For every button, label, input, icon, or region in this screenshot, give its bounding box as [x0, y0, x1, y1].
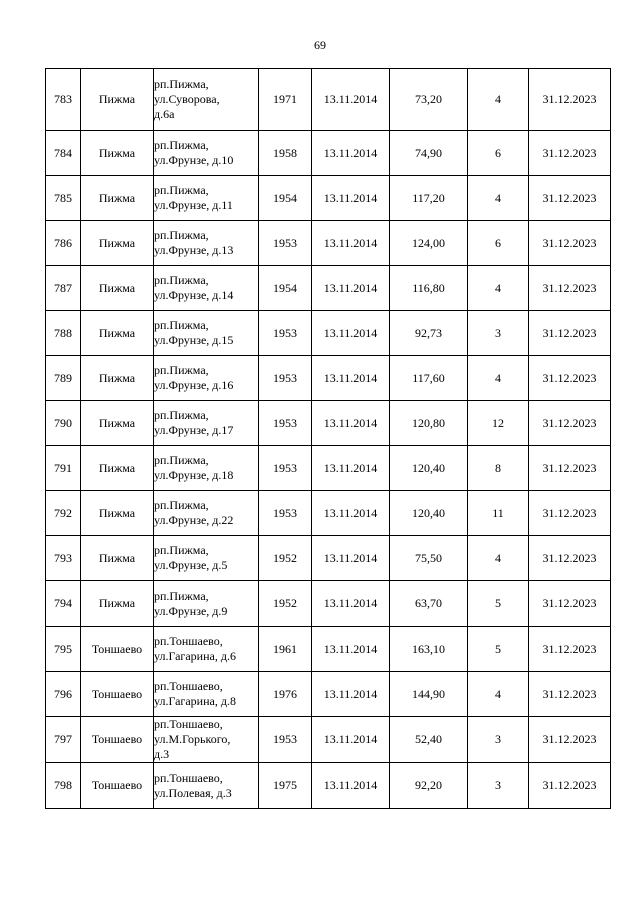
deadline-date-cell: 31.12.2023 — [529, 131, 611, 176]
address-line: рп.Пижма, — [154, 453, 209, 467]
residents-count-cell: 4 — [468, 356, 529, 401]
table-row — [46, 491, 611, 536]
address-line: рп.Тоншаево, — [154, 679, 223, 693]
year-built-cell: 1954 — [259, 176, 312, 221]
table-row — [46, 356, 611, 401]
registration-date-cell: 13.11.2014 — [312, 536, 390, 581]
address-line: рп.Пижма, — [154, 543, 209, 557]
registration-date-cell: 13.11.2014 — [312, 717, 390, 763]
year-built-cell: 1953 — [259, 356, 312, 401]
locality-cell: Пижма — [81, 221, 154, 266]
locality-cell: Пижма — [81, 491, 154, 536]
table-row — [46, 627, 611, 672]
year-built-cell: 1953 — [259, 311, 312, 356]
registration-date-cell: 13.11.2014 — [312, 401, 390, 446]
address-cell — [154, 311, 259, 356]
residents-count-cell: 8 — [468, 446, 529, 491]
address-cell — [154, 581, 259, 627]
registration-date-cell: 13.11.2014 — [312, 356, 390, 401]
address-line: ул.Фрунзе, д.22 — [154, 513, 234, 527]
registration-date-cell: 13.11.2014 — [312, 69, 390, 131]
row-number-cell: 784 — [46, 131, 81, 176]
registration-date-cell: 13.11.2014 — [312, 763, 390, 809]
page-number: 69 — [314, 38, 326, 52]
address-cell — [154, 672, 259, 717]
year-built-cell: 1971 — [259, 69, 312, 131]
registration-date-cell: 13.11.2014 — [312, 627, 390, 672]
locality-cell: Пижма — [81, 581, 154, 627]
area-cell: 63,70 — [390, 581, 468, 627]
address-line: д.3 — [154, 747, 170, 761]
residents-count-cell: 4 — [468, 69, 529, 131]
registration-date-cell: 13.11.2014 — [312, 221, 390, 266]
deadline-date-cell: 31.12.2023 — [529, 69, 611, 131]
deadline-date-cell: 31.12.2023 — [529, 717, 611, 763]
locality-cell: Тоншаево — [81, 627, 154, 672]
table-row — [46, 536, 611, 581]
address-line: рп.Пижма, — [154, 498, 209, 512]
year-built-cell: 1976 — [259, 672, 312, 717]
registration-date-cell: 13.11.2014 — [312, 581, 390, 627]
deadline-date-cell: 31.12.2023 — [529, 356, 611, 401]
year-built-cell: 1952 — [259, 536, 312, 581]
deadline-date-cell: 31.12.2023 — [529, 627, 611, 672]
year-built-cell: 1953 — [259, 717, 312, 763]
locality-cell: Пижма — [81, 536, 154, 581]
deadline-date-cell: 31.12.2023 — [529, 672, 611, 717]
area-cell: 75,50 — [390, 536, 468, 581]
table-row — [46, 69, 611, 131]
year-built-cell: 1961 — [259, 627, 312, 672]
row-number-cell: 786 — [46, 221, 81, 266]
deadline-date-cell: 31.12.2023 — [529, 536, 611, 581]
locality-cell: Пижма — [81, 311, 154, 356]
area-cell: 120,80 — [390, 401, 468, 446]
address-cell — [154, 446, 259, 491]
area-cell: 117,20 — [390, 176, 468, 221]
year-built-cell: 1975 — [259, 763, 312, 809]
row-number-cell: 793 — [46, 536, 81, 581]
residents-count-cell: 5 — [468, 627, 529, 672]
address-line: ул.Фрунзе, д.18 — [154, 468, 234, 482]
year-built-cell: 1953 — [259, 401, 312, 446]
address-line: рп.Тоншаево, — [154, 717, 223, 731]
address-line: рп.Тоншаево, — [154, 634, 223, 648]
year-built-cell: 1958 — [259, 131, 312, 176]
table-row — [46, 717, 611, 763]
locality-cell: Пижма — [81, 356, 154, 401]
residents-count-cell: 6 — [468, 221, 529, 266]
row-number-cell: 792 — [46, 491, 81, 536]
address-line: рп.Пижма, — [154, 183, 209, 197]
address-cell — [154, 717, 259, 763]
locality-cell: Пижма — [81, 266, 154, 311]
address-line: ул.Суворова, — [154, 92, 220, 106]
registration-date-cell: 13.11.2014 — [312, 672, 390, 717]
deadline-date-cell: 31.12.2023 — [529, 446, 611, 491]
area-cell: 124,00 — [390, 221, 468, 266]
address-cell — [154, 221, 259, 266]
row-number-cell: 788 — [46, 311, 81, 356]
area-cell: 144,90 — [390, 672, 468, 717]
row-number-cell: 790 — [46, 401, 81, 446]
address-cell — [154, 356, 259, 401]
address-cell — [154, 627, 259, 672]
address-line: ул.Полевая, д.3 — [154, 785, 232, 800]
residents-count-cell: 3 — [468, 763, 529, 809]
deadline-date-cell: 31.12.2023 — [529, 221, 611, 266]
residents-count-cell: 3 — [468, 311, 529, 356]
table-row — [46, 401, 611, 446]
row-number-cell: 797 — [46, 717, 81, 763]
housing-register-table — [45, 68, 611, 809]
table-row — [46, 176, 611, 221]
table-row — [46, 672, 611, 717]
table-row — [46, 581, 611, 627]
row-number-cell: 794 — [46, 581, 81, 627]
address-line: ул.Гагарина, д.6 — [154, 649, 236, 663]
row-number-cell: 785 — [46, 176, 81, 221]
address-line: ул.Фрунзе, д.14 — [154, 288, 234, 302]
deadline-date-cell: 31.12.2023 — [529, 491, 611, 536]
deadline-date-cell: 31.12.2023 — [529, 401, 611, 446]
area-cell: 120,40 — [390, 446, 468, 491]
area-cell: 120,40 — [390, 491, 468, 536]
area-cell: 92,73 — [390, 311, 468, 356]
residents-count-cell: 4 — [468, 176, 529, 221]
area-cell: 117,60 — [390, 356, 468, 401]
residents-count-cell: 4 — [468, 536, 529, 581]
residents-count-cell: 11 — [468, 491, 529, 536]
address-line: ул.Фрунзе, д.17 — [154, 423, 234, 437]
residents-count-cell: 4 — [468, 266, 529, 311]
table-row — [46, 266, 611, 311]
area-cell: 116,80 — [390, 266, 468, 311]
address-line: ул.Фрунзе, д.15 — [154, 333, 234, 347]
year-built-cell: 1953 — [259, 491, 312, 536]
address-line: рп.Пижма, — [154, 273, 209, 287]
row-number-cell: 796 — [46, 672, 81, 717]
registration-date-cell: 13.11.2014 — [312, 491, 390, 536]
table-row — [46, 763, 611, 809]
address-line: рп.Пижма, — [154, 77, 209, 91]
residents-count-cell: 4 — [468, 672, 529, 717]
residents-count-cell: 12 — [468, 401, 529, 446]
address-line: ул.Фрунзе, д.9 — [154, 603, 228, 618]
address-cell — [154, 401, 259, 446]
address-line: рп.Пижма, — [154, 228, 209, 242]
row-number-cell: 789 — [46, 356, 81, 401]
address-cell — [154, 763, 259, 809]
address-line: ул.М.Горького, — [154, 732, 231, 746]
locality-cell: Пижма — [81, 401, 154, 446]
address-line: ул.Фрунзе, д.10 — [154, 153, 234, 167]
address-line: рп.Пижма, — [154, 138, 209, 152]
row-number-cell: 798 — [46, 763, 81, 809]
table-row — [46, 221, 611, 266]
row-number-cell: 787 — [46, 266, 81, 311]
deadline-date-cell: 31.12.2023 — [529, 266, 611, 311]
row-number-cell: 795 — [46, 627, 81, 672]
address-line: ул.Гагарина, д.8 — [154, 694, 236, 708]
registration-date-cell: 13.11.2014 — [312, 176, 390, 221]
table-row — [46, 131, 611, 176]
residents-count-cell: 3 — [468, 717, 529, 763]
locality-cell: Пижма — [81, 176, 154, 221]
area-cell: 74,90 — [390, 131, 468, 176]
registration-date-cell: 13.11.2014 — [312, 131, 390, 176]
address-cell — [154, 491, 259, 536]
table-row — [46, 311, 611, 356]
row-number-cell: 783 — [46, 69, 81, 131]
year-built-cell: 1953 — [259, 221, 312, 266]
year-built-cell: 1952 — [259, 581, 312, 627]
registration-date-cell: 13.11.2014 — [312, 311, 390, 356]
address-line: рп.Пижма, — [154, 318, 209, 332]
registration-date-cell: 13.11.2014 — [312, 446, 390, 491]
area-cell: 163,10 — [390, 627, 468, 672]
locality-cell: Пижма — [81, 131, 154, 176]
locality-cell: Тоншаево — [81, 763, 154, 809]
address-line: ул.Фрунзе, д.11 — [154, 198, 233, 212]
row-number-cell: 791 — [46, 446, 81, 491]
address-cell — [154, 69, 259, 131]
address-line: рп.Пижма, — [154, 363, 209, 377]
deadline-date-cell: 31.12.2023 — [529, 763, 611, 809]
address-line: д.6а — [154, 107, 175, 121]
area-cell: 73,20 — [390, 69, 468, 131]
locality-cell: Пижма — [81, 446, 154, 491]
address-line: ул.Фрунзе, д.13 — [154, 243, 234, 257]
residents-count-cell: 6 — [468, 131, 529, 176]
area-cell: 92,20 — [390, 763, 468, 809]
address-line: ул.Фрунзе, д.16 — [154, 378, 234, 392]
locality-cell: Тоншаево — [81, 672, 154, 717]
deadline-date-cell: 31.12.2023 — [529, 176, 611, 221]
address-line: ул.Фрунзе, д.5 — [154, 558, 228, 572]
address-cell — [154, 536, 259, 581]
residents-count-cell: 5 — [468, 581, 529, 627]
address-cell — [154, 131, 259, 176]
table-row — [46, 446, 611, 491]
table-body — [46, 69, 611, 809]
address-cell — [154, 266, 259, 311]
year-built-cell: 1954 — [259, 266, 312, 311]
registration-date-cell: 13.11.2014 — [312, 266, 390, 311]
address-cell — [154, 176, 259, 221]
locality-cell: Тоншаево — [81, 717, 154, 763]
deadline-date-cell: 31.12.2023 — [529, 311, 611, 356]
area-cell: 52,40 — [390, 717, 468, 763]
deadline-date-cell: 31.12.2023 — [529, 581, 611, 627]
year-built-cell: 1953 — [259, 446, 312, 491]
locality-cell: Пижма — [81, 69, 154, 131]
address-line: рп.Тоншаево, — [154, 770, 223, 785]
address-line: рп.Пижма, — [154, 588, 209, 603]
address-line: рп.Пижма, — [154, 408, 209, 422]
